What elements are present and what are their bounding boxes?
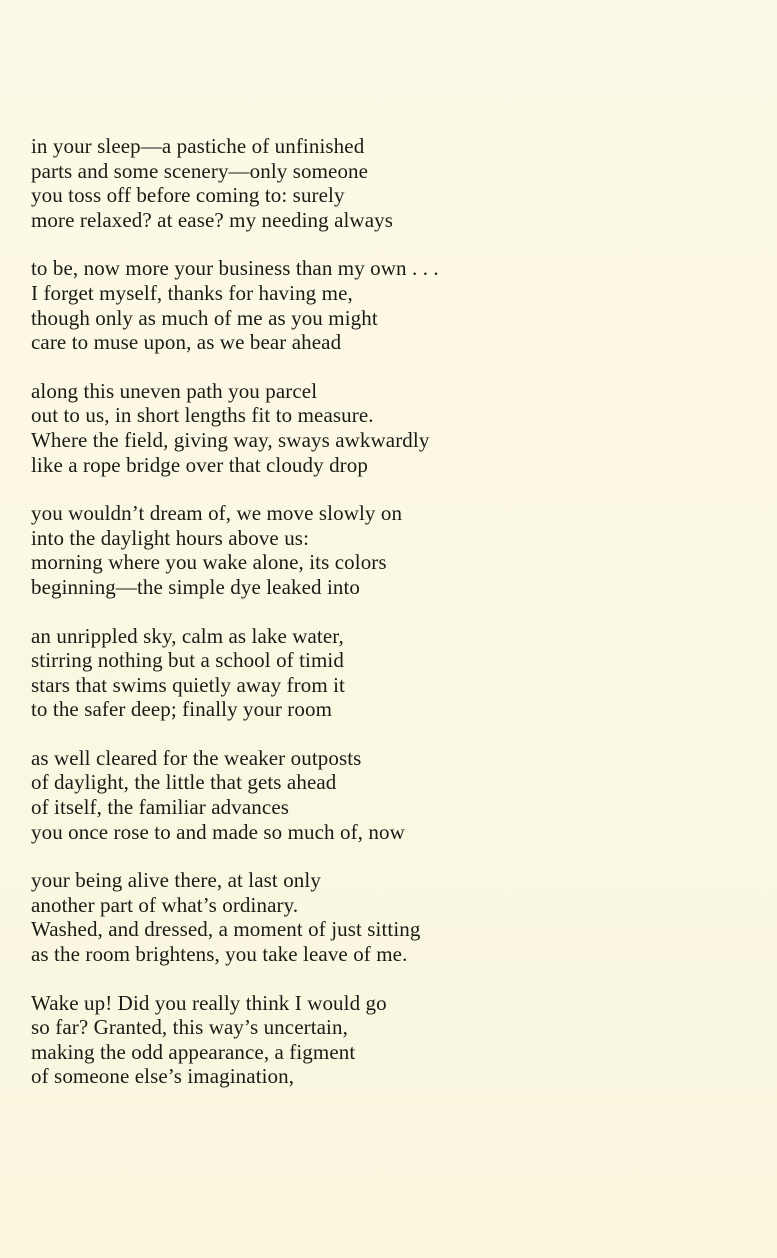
stanza-2 [31, 256, 731, 354]
poem-line: so far? Granted, this way’s uncertain, [31, 1015, 348, 1040]
poem-line: beginning—the simple dye leaked into [31, 574, 361, 599]
stanza-5 [31, 624, 731, 722]
poem-line: you toss off before coming to: surely [31, 183, 345, 208]
poem-line: though only as much of me as you might [31, 305, 378, 330]
poem-line: to the safer deep; finally your room [31, 697, 333, 722]
poem-line: in your sleep—a pastiche of unfinished [31, 134, 365, 158]
poem-line: you once rose to and made so much of, now [31, 819, 405, 844]
poem-line: stars that swims quietly away from it [31, 672, 345, 697]
poem-line: making the odd appearance, a figment [31, 1039, 356, 1064]
poem-line: as well cleared for the weaker outposts [31, 745, 362, 770]
poem-line: stirring nothing but a school of timid [31, 648, 344, 673]
poem-line: an unrippled sky, calm as lake water, [31, 623, 344, 648]
poem-line: Where the field, giving way, sways awkwardly [31, 427, 430, 452]
poem-line: Washed, and dressed, a moment of just sitting [31, 917, 421, 942]
poem-line: along this uneven path you parcel [31, 378, 318, 403]
stanza-4 [31, 501, 731, 599]
poem-line: parts and some scenery—only someone [31, 158, 369, 183]
stanza-8 [31, 991, 731, 1089]
poem-line: like a rope bridge over that cloudy drop [31, 452, 368, 477]
stanza-6 [31, 746, 731, 844]
stanza-3 [31, 379, 731, 477]
poem-line: you wouldn’t dream of, we move slowly on [31, 501, 403, 526]
poem-line: as the room brightens, you take leave of me. [31, 942, 408, 967]
poem-line: morning where you wake alone, its colors [31, 550, 387, 575]
poem-line: I forget myself, thanks for having me, [31, 280, 353, 305]
poem-line: another part of what’s ordinary. [31, 892, 299, 917]
poem-line: more relaxed? at ease? my needing always [31, 207, 393, 232]
poem-line: Wake up! Did you really think I would go [31, 990, 387, 1015]
poem-text [31, 134, 731, 1113]
poem-line: into the daylight hours above us: [31, 525, 310, 550]
poem-line: your being alive there, at last only [31, 868, 321, 893]
poem-line: out to us, in short lengths fit to measure. [31, 403, 374, 428]
poem-line: of itself, the familiar advances [31, 795, 290, 820]
poem-line: of daylight, the little that gets ahead [31, 770, 337, 795]
stanza-7 [31, 868, 731, 966]
poem-line: to be, now more your business than my own . . . [31, 256, 439, 281]
poem-line: care to muse upon, as we bear ahead [31, 330, 342, 355]
poem-line: of someone else’s imagination, [31, 1064, 295, 1089]
stanza-1 [31, 134, 731, 232]
